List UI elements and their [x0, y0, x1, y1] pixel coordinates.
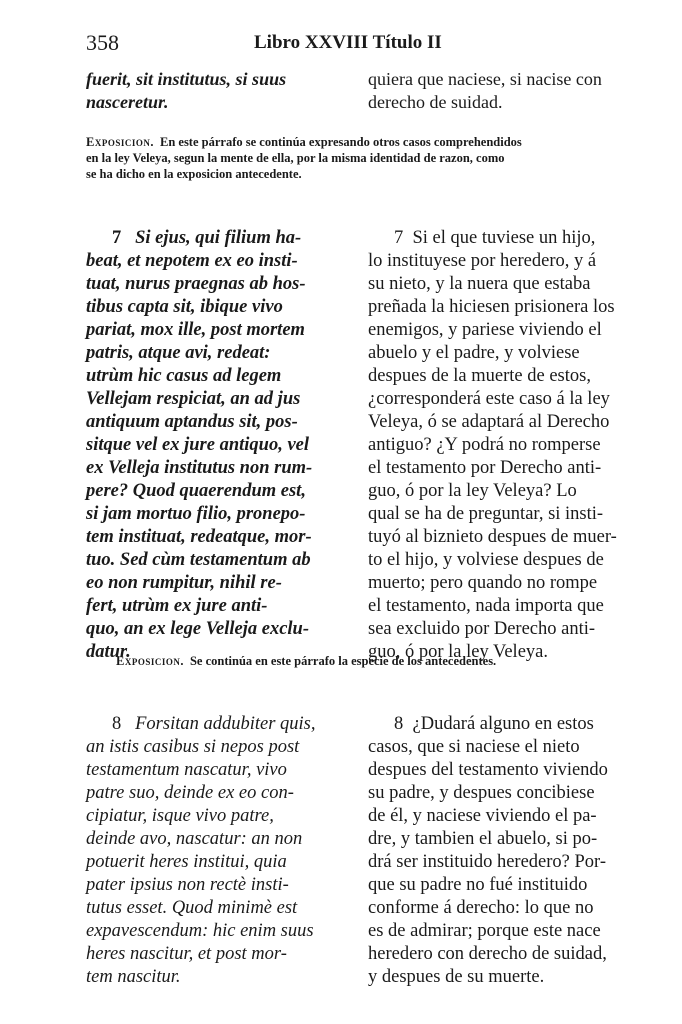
paragraph-8-spanish — [368, 690, 633, 1012]
paragraph-text: ¿Dudará alguno en estos casos, que si naciese el nieto despues del testamento viviendo su padre, y despues concibiese de él, y naciese viviendo el pa- dre, y tambien el abuelo, si po- drá ser instituido heredero? Por- que su padre no fué instituido conforme á derecho: lo que no es de admirar; porque este nace heredero con derecho de suidad, y despues de su muerte. — [368, 714, 608, 987]
exposition-label: Exposicion. — [86, 135, 154, 149]
page-number: 358 — [86, 30, 119, 55]
exposition-note-2 — [116, 653, 636, 669]
paragraph-8-latin — [86, 690, 354, 1012]
paragraph-number: 8 — [112, 714, 122, 734]
paragraph-number: 7 — [112, 228, 122, 248]
exposition-note-1 — [86, 134, 634, 182]
paragraph-text: Forsitan addubiter quis, an istis casibus si nepos post testamentum nascatur, vivo patre suo, deinde ex eo con- cipiatur, isque vivo patre, deinde avo, nascatur: an non potuerit heres institui, quia pater ipsius non rectè insti- tutus esset. Quod minimè est expavescendum: hic enim suus heres nascitur, et post mor- tem nascitur. — [86, 714, 316, 987]
running-title: Libro XXVIII Título II — [254, 32, 442, 53]
paragraph-text: Si el que tuviese un hijo, lo instituyese por heredero, y á su nieto, y la nuera que estaba preñada la hiciesen prisionera los enemigos, y pariese viviendo el abuelo y el padre, y volviese despues de la muerte de estos, ¿corresponderá este caso á la ley Veleya, ó se adaptará al Derecho antiguo? ¿Y podrá no romperse el testamento por Derecho anti- guo, ó por la ley Veleya? Lo qual se ha de preguntar, si insti- tuyó al biznieto despues de muer- to el hijo, y volviese despues de muerto; pero quando no rompe el testamento, nada importa que sea excluido por Derecho anti- guo, ó por la ley Veleya. — [368, 228, 617, 662]
paragraph-number: 7 — [394, 228, 404, 248]
paragraph-7-latin — [86, 204, 354, 687]
exposition-label: Exposicion. — [116, 654, 184, 668]
exposition-text: En este párrafo se continúa expresando otros casos comprehendidos en la ley Veleya, segun la mente de ella, por la misma identidad de razon, como se ha dicho en la exposicion antecedente. — [86, 135, 522, 181]
paragraph-number: 8 — [394, 714, 404, 734]
top-spanish-text: quiera que naciese, si nacise con derecho de suidad. — [368, 69, 602, 112]
page-header — [0, 30, 682, 58]
paragraph-7-spanish — [368, 204, 633, 687]
top-latin-text: fuerit, sit institutus, si suus nasceretur. — [86, 69, 287, 112]
paragraph-text: Si ejus, qui filium ha- beat, et nepotem ex eo insti- tuat, nurus praegnas ab hos- tibus capta sit, ibique vivo pariat, mox ille, post mortem patris, atque avi, redeat: utrùm hic casus ad legem Vellejam respiciat, an ad jus antiquum aptandus sit, pos- sitque vel ex jure antiquo, vel ex Velleja institutus non rum- pere? Quod quaerendum est, si jam mortuo filio, pronepo- tem instituat, redeatque, mor- tuo. Sed cùm testamentum ab eo non rumpitur, nihil re- fert, utrùm ex jure anti- quo, an ex lege Velleja exclu- datur. — [86, 228, 313, 662]
exposition-text: Se continúa en este párrafo la especie de los antecedentes. — [189, 654, 497, 668]
